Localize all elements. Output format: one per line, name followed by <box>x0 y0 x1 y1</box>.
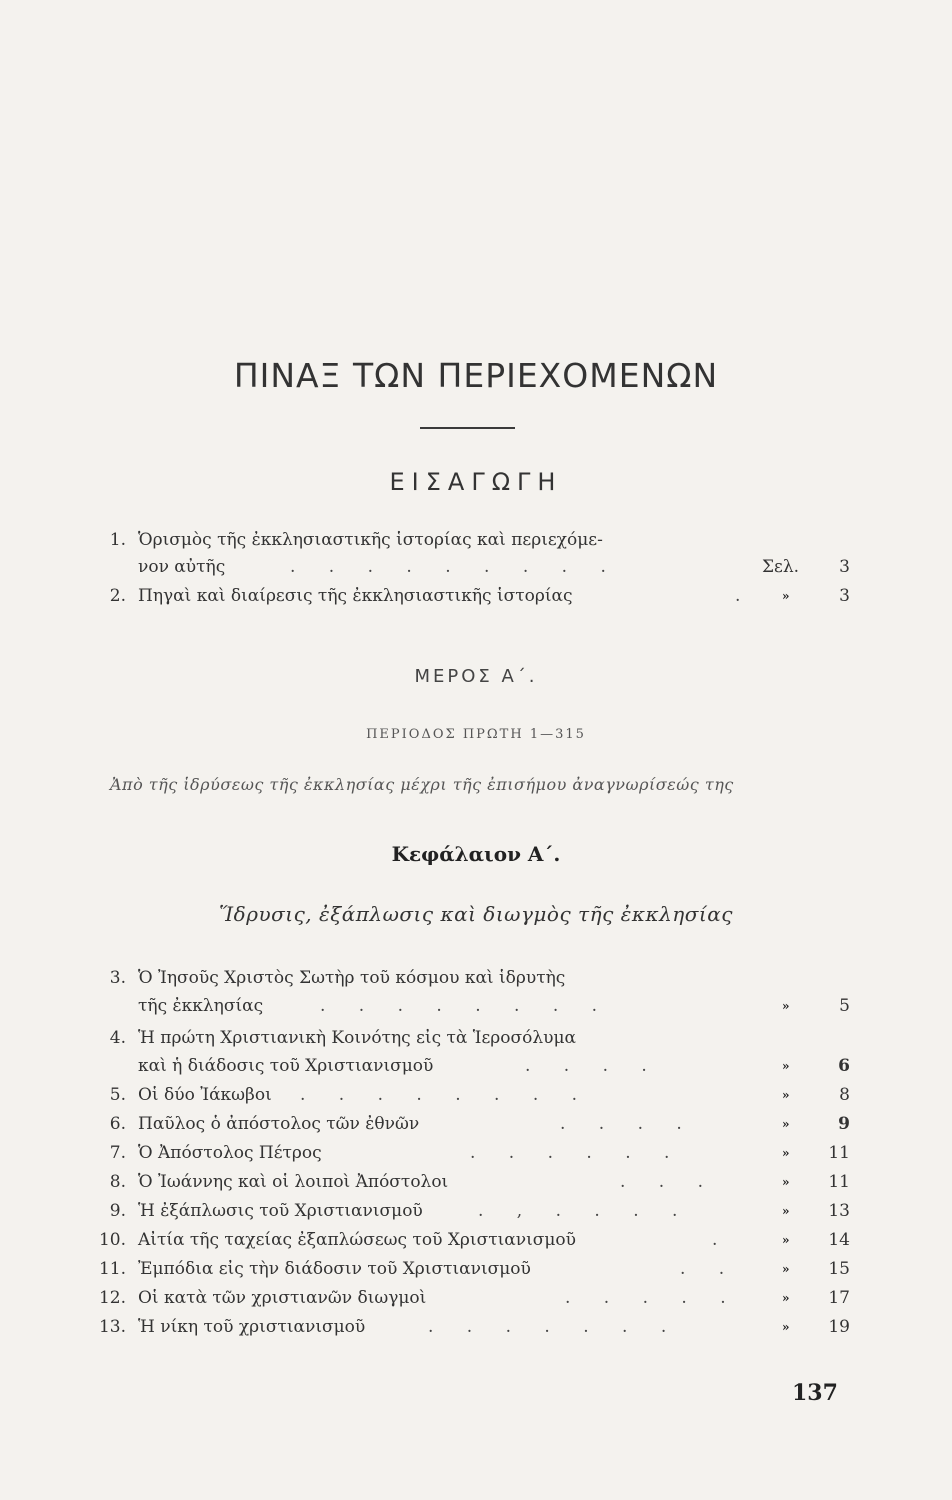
ditto-mark: » <box>782 1320 790 1334</box>
ditto-mark: » <box>782 1233 790 1247</box>
toc-entry <box>0 1085 952 1113</box>
toc-entry <box>0 1143 952 1171</box>
page-label: Σελ. <box>762 557 800 577</box>
entry-number: 1. <box>109 530 126 550</box>
page-number: 9 <box>838 1114 850 1134</box>
entry-title: Οἱ δύο Ἰάκωβοι <box>138 1085 272 1105</box>
entry-number: 12. <box>98 1288 126 1308</box>
entry-number: 6. <box>109 1114 126 1134</box>
toc-entry <box>0 530 952 558</box>
leader-dots: . . <box>680 1259 739 1279</box>
entry-title: Ἐμπόδια εἰς τὴν διάδοσιν τοῦ Χριστιανισμοῦ <box>138 1259 531 1279</box>
ditto-mark: » <box>782 1146 790 1160</box>
page-number: 11 <box>828 1143 850 1163</box>
ditto-mark: » <box>782 1175 790 1189</box>
entry-title: Αἰτία τῆς ταχείας ἐξαπλώσεως τοῦ Χριστιανισμοῦ <box>138 1230 576 1250</box>
entry-title: Ὁρισμὸς τῆς ἐκκλησιαστικῆς ἱστορίας καὶ περιεχόμε- <box>138 530 603 550</box>
entry-title: Οἱ κατὰ τῶν χριστιανῶν διωγμοὶ <box>138 1288 427 1308</box>
leader-dots: . . . . . . <box>470 1143 684 1163</box>
page-number: 3 <box>839 557 850 577</box>
toc-entry <box>0 1201 952 1229</box>
leader-dots: . . . <box>620 1172 718 1192</box>
period-subtitle: Ἀπὸ τῆς ἱδρύσεως τῆς ἐκκλησίας μέχρι τῆς ἐπισήμου ἀναγνωρίσεώς της <box>110 775 734 794</box>
entry-number: 3. <box>109 968 126 988</box>
page-number: 17 <box>828 1288 850 1308</box>
page-number: 13 <box>828 1201 850 1221</box>
page-folio: 137 <box>792 1380 838 1406</box>
toc-entry-continued <box>0 996 952 1024</box>
entry-title: Ὁ Ἀπόστολος Πέτρος <box>138 1143 322 1163</box>
page-number: 11 <box>828 1172 850 1192</box>
page-number: 14 <box>828 1230 850 1250</box>
leader-dots: . . . . . . . . <box>300 1085 592 1105</box>
toc-entry <box>0 1288 952 1316</box>
leader-dots: . . . . . . . . . <box>290 557 620 577</box>
page-title: ΠΙΝΑΞ ΤΩΝ ΠΕΡΙΕΧΟΜΕΝΩΝ <box>233 356 719 395</box>
entry-title: Παῦλος ὁ ἀπόστολος τῶν ἐθνῶν <box>138 1114 420 1134</box>
page-number: 5 <box>839 996 850 1016</box>
leader-dots: . , . . . . <box>478 1201 692 1221</box>
leader-dots: . . . . . <box>565 1288 740 1308</box>
entry-title-continued: νον αὐτῆς <box>138 557 226 577</box>
entry-number: 4. <box>109 1028 126 1048</box>
entry-number: 13. <box>98 1317 126 1337</box>
toc-entry <box>0 1317 952 1345</box>
entry-title: Ἡ πρώτη Χριστιανικὴ Κοινότης εἰς τὰ Ἱεροσόλυμα <box>138 1028 577 1048</box>
ditto-mark: » <box>782 1291 790 1305</box>
leader-dots: . . . . . . . . <box>320 996 612 1016</box>
toc-entry <box>0 1172 952 1200</box>
ditto-mark: » <box>782 1088 790 1102</box>
page-number: 19 <box>828 1317 850 1337</box>
toc-entry-continued <box>0 557 952 585</box>
entry-title: Ὁ Ἰησοῦς Χριστὸς Σωτὴρ τοῦ κόσμου καὶ ἱδρυτὴς <box>138 968 566 988</box>
entry-number: 2. <box>109 586 126 606</box>
intro-heading: ΕΙΣΑΓΩΓΗ <box>389 468 563 496</box>
leader-dots: . . . . <box>560 1114 696 1134</box>
leader-dots: . . . . <box>525 1056 661 1076</box>
entry-number: 5. <box>109 1085 126 1105</box>
page-number: 15 <box>828 1259 850 1279</box>
toc-entry <box>0 1114 952 1142</box>
ditto-mark: » <box>782 1204 790 1218</box>
page-number: 8 <box>839 1085 850 1105</box>
ditto-mark: » <box>782 1059 790 1073</box>
entry-title: Ὁ Ἰωάννης καὶ οἱ λοιποὶ Ἀπόστολοι <box>138 1172 449 1192</box>
entry-number: 11. <box>98 1259 126 1279</box>
ditto-mark: » <box>782 1117 790 1131</box>
entry-number: 10. <box>98 1230 126 1250</box>
leader-dots: . <box>712 1230 732 1250</box>
part-heading: ΜΕΡΟΣ Α΄. <box>414 666 538 687</box>
leader-dots: . <box>735 586 755 606</box>
ditto-mark: » <box>782 999 790 1013</box>
entry-title-continued: τῆς ἐκκλησίας <box>138 996 264 1016</box>
entry-number: 8. <box>109 1172 126 1192</box>
toc-entry <box>0 1230 952 1258</box>
ditto-mark: » <box>782 1262 790 1276</box>
entry-title: Πηγαὶ καὶ διαίρεσις τῆς ἐκκλησιαστικῆς ἱστορίας <box>138 586 573 606</box>
title-rule <box>420 427 515 429</box>
entry-title: Ἡ ἐξάπλωσις τοῦ Χριστιανισμοῦ <box>138 1201 423 1221</box>
toc-entry <box>0 1028 952 1056</box>
leader-dots: . . . . . . . <box>428 1317 681 1337</box>
entry-number: 7. <box>109 1143 126 1163</box>
chapter-heading: Κεφάλαιον Α΄. <box>391 842 561 866</box>
page-number: 3 <box>839 586 850 606</box>
page-number: 6 <box>838 1056 850 1076</box>
toc-entry <box>0 1259 952 1287</box>
chapter-subtitle: Ἵδρυσις, ἐξάπλωσις καὶ διωγμὸς τῆς ἐκκλησίας <box>219 902 733 926</box>
entry-number: 9. <box>109 1201 126 1221</box>
toc-entry <box>0 968 952 996</box>
period-heading: ΠΕΡΙΟΔΟΣ ΠΡΩΤΗ 1—315 <box>366 727 586 742</box>
ditto-mark: » <box>782 589 790 603</box>
entry-title: Ἡ νίκη τοῦ χριστιανισμοῦ <box>138 1317 366 1337</box>
toc-entry-continued <box>0 1056 952 1084</box>
entry-title-continued: καὶ ἡ διάδοσις τοῦ Χριστιανισμοῦ <box>138 1056 434 1076</box>
toc-entry <box>0 586 952 614</box>
